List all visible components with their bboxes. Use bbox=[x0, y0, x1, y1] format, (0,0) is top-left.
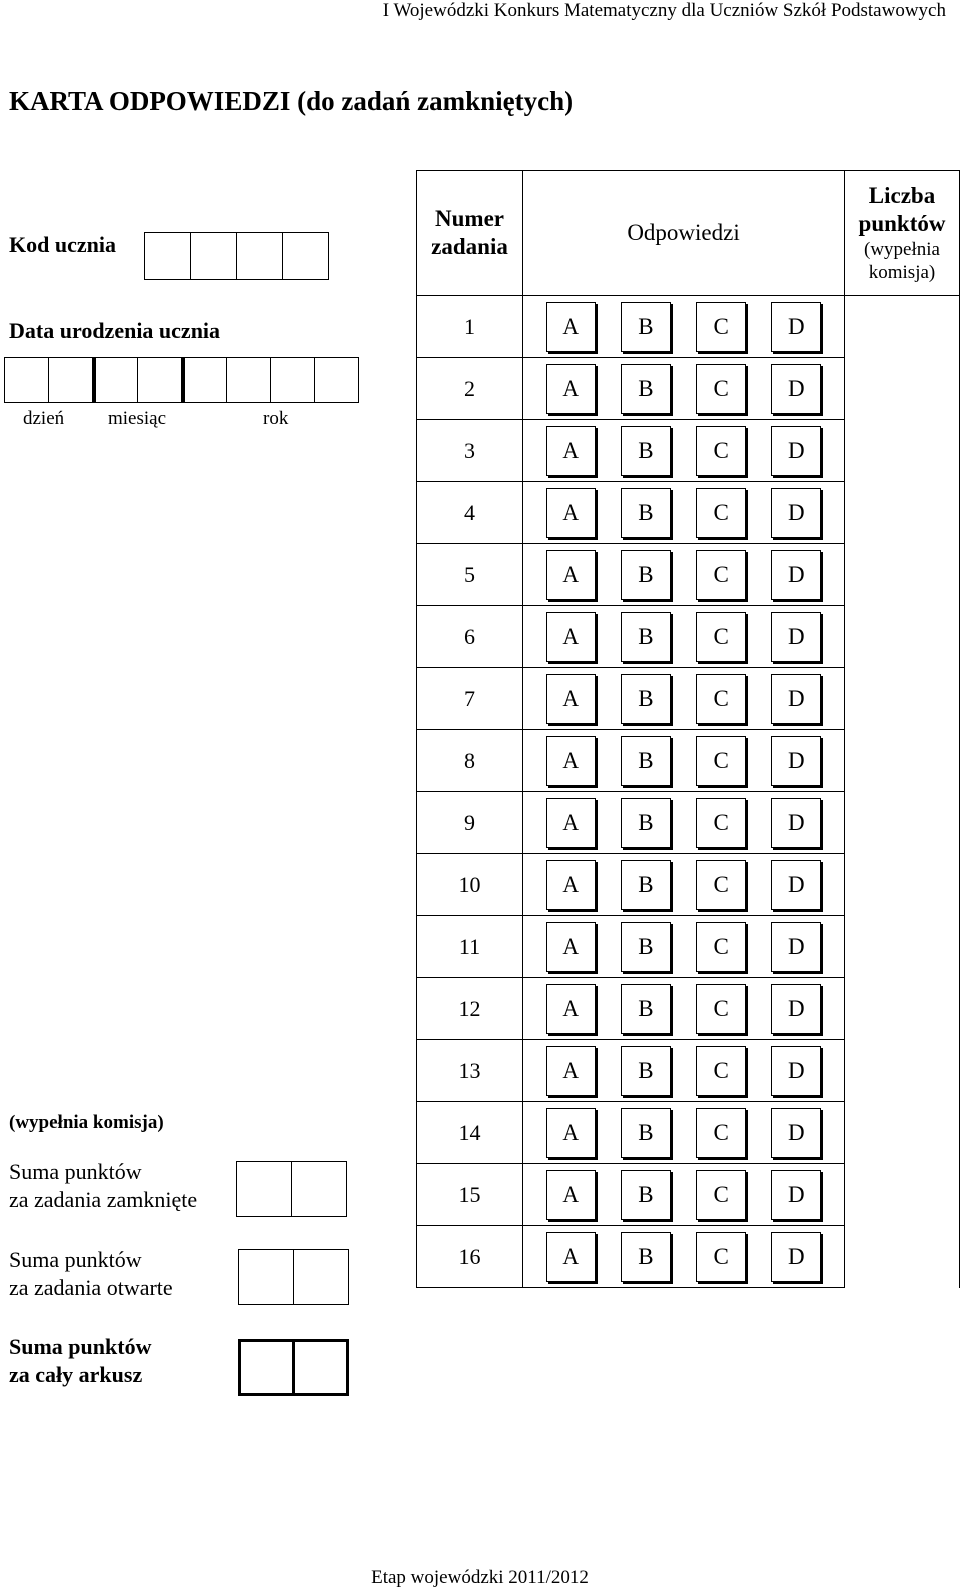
answer-options-cell bbox=[523, 1102, 845, 1164]
answer-option-box[interactable]: C bbox=[696, 488, 746, 538]
closed-sum-label bbox=[9, 1158, 197, 1214]
birth-box-3[interactable] bbox=[93, 357, 138, 403]
answer-options-cell bbox=[523, 482, 845, 544]
answer-option-box[interactable]: C bbox=[696, 922, 746, 972]
page-title: KARTA ODPOWIEDZI (do zadań zamkniętych) bbox=[9, 86, 574, 116]
code-box-3[interactable] bbox=[236, 232, 283, 280]
answer-option-box[interactable]: A bbox=[546, 984, 596, 1034]
answer-option-box[interactable]: B bbox=[621, 426, 671, 476]
committee-note: (wypełnia komisja) bbox=[9, 1112, 164, 1133]
answer-option-box[interactable]: D bbox=[771, 1232, 821, 1282]
closed-sum-label-line2: za zadania zamknięte bbox=[9, 1187, 198, 1212]
answer-options bbox=[523, 736, 844, 786]
answer-row bbox=[417, 296, 960, 358]
question-number: 15 bbox=[417, 1164, 523, 1226]
answer-options-cell bbox=[523, 606, 845, 668]
open-sum-label bbox=[9, 1246, 173, 1302]
answer-option-box[interactable]: A bbox=[546, 364, 596, 414]
answer-option-box[interactable]: B bbox=[621, 1232, 671, 1282]
answer-option-box[interactable]: D bbox=[771, 488, 821, 538]
answer-option-box[interactable]: C bbox=[696, 550, 746, 600]
birth-box-5[interactable] bbox=[182, 357, 227, 403]
code-box-4[interactable] bbox=[282, 232, 329, 280]
answer-option-box[interactable]: B bbox=[621, 860, 671, 910]
answer-options bbox=[523, 1232, 844, 1282]
open-sum-label-line1: Suma punktów bbox=[9, 1247, 142, 1272]
answer-options bbox=[523, 550, 844, 600]
answer-option-box[interactable]: B bbox=[621, 550, 671, 600]
column-answers-header: Odpowiedzi bbox=[523, 171, 845, 296]
student-code-label: Kod ucznia bbox=[9, 232, 116, 257]
day-label: dzień bbox=[23, 408, 65, 429]
month-label: miesiąc bbox=[108, 408, 167, 429]
closed-sum-label-line1: Suma punktów bbox=[9, 1159, 142, 1184]
answer-option-box[interactable]: D bbox=[771, 364, 821, 414]
total-sum-box-1[interactable] bbox=[238, 1339, 295, 1396]
birth-box-8[interactable] bbox=[314, 357, 359, 403]
answer-option-box[interactable]: D bbox=[771, 302, 821, 352]
answer-option-box[interactable]: B bbox=[621, 488, 671, 538]
answer-option-box[interactable]: C bbox=[696, 1046, 746, 1096]
total-sum-label-line1: Suma punktów bbox=[9, 1334, 152, 1359]
answer-option-box[interactable]: A bbox=[546, 1046, 596, 1096]
answer-option-box[interactable]: A bbox=[546, 922, 596, 972]
answer-option-box[interactable]: B bbox=[621, 1046, 671, 1096]
answer-options-cell bbox=[523, 358, 845, 420]
answer-options-cell bbox=[523, 668, 845, 730]
year-label: rok bbox=[263, 408, 289, 429]
column-number-header bbox=[417, 171, 523, 296]
answer-option-box[interactable]: B bbox=[621, 922, 671, 972]
answer-option-box[interactable]: C bbox=[696, 736, 746, 786]
answer-options bbox=[523, 364, 844, 414]
column-points-header bbox=[845, 171, 960, 296]
question-number: 6 bbox=[417, 606, 523, 668]
question-number: 14 bbox=[417, 1102, 523, 1164]
answer-option-box[interactable]: D bbox=[771, 1046, 821, 1096]
answer-option-box[interactable]: C bbox=[696, 860, 746, 910]
answer-option-box[interactable]: A bbox=[546, 860, 596, 910]
answer-options-cell bbox=[523, 1040, 845, 1102]
answer-option-box[interactable]: C bbox=[696, 364, 746, 414]
question-number: 10 bbox=[417, 854, 523, 916]
question-number: 16 bbox=[417, 1226, 523, 1288]
answer-option-box[interactable]: A bbox=[546, 550, 596, 600]
answer-table-header bbox=[417, 171, 960, 296]
answer-option-box[interactable]: B bbox=[621, 674, 671, 724]
question-number: 3 bbox=[417, 420, 523, 482]
answer-option-box[interactable]: D bbox=[771, 798, 821, 848]
answer-options-cell bbox=[523, 1164, 845, 1226]
answer-rows bbox=[417, 296, 960, 1288]
answer-option-box[interactable]: A bbox=[546, 736, 596, 786]
answer-option-box[interactable]: C bbox=[696, 798, 746, 848]
answer-option-box[interactable]: B bbox=[621, 1170, 671, 1220]
answer-options-cell bbox=[523, 916, 845, 978]
answer-option-box[interactable]: D bbox=[771, 550, 821, 600]
answer-option-box[interactable]: C bbox=[696, 674, 746, 724]
total-sum-label-line2: za cały arkusz bbox=[9, 1362, 143, 1387]
answer-options bbox=[523, 922, 844, 972]
answer-options-cell bbox=[523, 544, 845, 606]
answer-options-cell bbox=[523, 978, 845, 1040]
answer-option-box[interactable]: D bbox=[771, 922, 821, 972]
question-number: 4 bbox=[417, 482, 523, 544]
open-sum-box-2[interactable] bbox=[293, 1249, 349, 1305]
answer-option-box[interactable]: C bbox=[696, 1170, 746, 1220]
question-number: 5 bbox=[417, 544, 523, 606]
question-number: 9 bbox=[417, 792, 523, 854]
answer-option-box[interactable]: C bbox=[696, 612, 746, 662]
answer-option-box[interactable]: C bbox=[696, 426, 746, 476]
answer-option-box[interactable]: B bbox=[621, 302, 671, 352]
answer-option-box[interactable]: A bbox=[546, 674, 596, 724]
column-points-note: (wypełnia komisja) bbox=[864, 239, 940, 283]
answer-options bbox=[523, 984, 844, 1034]
answer-option-box[interactable]: A bbox=[546, 426, 596, 476]
closed-sum-box-1[interactable] bbox=[236, 1161, 292, 1217]
answer-options-cell bbox=[523, 854, 845, 916]
birth-box-1[interactable] bbox=[4, 357, 49, 403]
answer-option-box[interactable]: A bbox=[546, 1232, 596, 1282]
answer-options bbox=[523, 674, 844, 724]
answer-option-box[interactable]: A bbox=[546, 488, 596, 538]
open-sum-box-1[interactable] bbox=[238, 1249, 294, 1305]
answer-options-cell bbox=[523, 792, 845, 854]
question-number: 12 bbox=[417, 978, 523, 1040]
answer-table bbox=[416, 170, 960, 1288]
answer-option-box[interactable]: D bbox=[771, 736, 821, 786]
answer-options-cell bbox=[523, 296, 845, 358]
answer-option-box[interactable]: D bbox=[771, 426, 821, 476]
answer-options bbox=[523, 1170, 844, 1220]
answer-option-box[interactable]: D bbox=[771, 860, 821, 910]
answer-option-box[interactable]: A bbox=[546, 1170, 596, 1220]
answer-options bbox=[523, 860, 844, 910]
answer-options bbox=[523, 798, 844, 848]
answer-options-cell bbox=[523, 420, 845, 482]
birth-box-4[interactable] bbox=[137, 357, 182, 403]
code-box-2[interactable] bbox=[190, 232, 237, 280]
birth-box-6[interactable] bbox=[226, 357, 271, 403]
question-number: 1 bbox=[417, 296, 523, 358]
answer-options bbox=[523, 612, 844, 662]
competition-header: I Wojewódzki Konkurs Matematyczny dla Uczniów Szkół Podstawowych bbox=[382, 0, 946, 21]
answer-option-box[interactable]: D bbox=[771, 612, 821, 662]
answer-options-cell bbox=[523, 730, 845, 792]
answer-option-box[interactable]: B bbox=[621, 364, 671, 414]
answer-option-box[interactable]: B bbox=[621, 1108, 671, 1158]
code-box-1[interactable] bbox=[144, 232, 191, 280]
answer-options bbox=[523, 1108, 844, 1158]
answer-options bbox=[523, 426, 844, 476]
points-cell[interactable] bbox=[845, 296, 960, 1288]
answer-option-box[interactable]: C bbox=[696, 984, 746, 1034]
total-sum-label bbox=[9, 1333, 151, 1389]
open-sum-label-line2: za zadania otwarte bbox=[9, 1275, 173, 1300]
answer-option-box[interactable]: C bbox=[696, 302, 746, 352]
answer-option-box[interactable]: D bbox=[771, 674, 821, 724]
column-points-label: Liczba punktów bbox=[858, 183, 946, 236]
birth-date-label: Data urodzenia ucznia bbox=[9, 318, 221, 343]
total-sum-box-2[interactable] bbox=[292, 1339, 349, 1396]
closed-sum-box-2[interactable] bbox=[291, 1161, 347, 1217]
answer-option-box[interactable]: D bbox=[771, 1170, 821, 1220]
answer-option-box[interactable]: C bbox=[696, 1108, 746, 1158]
question-number: 2 bbox=[417, 358, 523, 420]
answer-option-box[interactable]: D bbox=[771, 984, 821, 1034]
question-number: 8 bbox=[417, 730, 523, 792]
question-number: 7 bbox=[417, 668, 523, 730]
answer-options-cell bbox=[523, 1226, 845, 1288]
question-number: 13 bbox=[417, 1040, 523, 1102]
answer-option-box[interactable]: B bbox=[621, 984, 671, 1034]
birth-box-7[interactable] bbox=[270, 357, 315, 403]
answer-option-box[interactable]: D bbox=[771, 1108, 821, 1158]
answer-options bbox=[523, 1046, 844, 1096]
question-number: 11 bbox=[417, 916, 523, 978]
answer-option-box[interactable]: B bbox=[621, 736, 671, 786]
answer-option-box[interactable]: A bbox=[546, 302, 596, 352]
column-number-label: Numer zadania bbox=[431, 206, 508, 259]
answer-option-box[interactable]: B bbox=[621, 798, 671, 848]
answer-option-box[interactable]: C bbox=[696, 1232, 746, 1282]
answer-options bbox=[523, 302, 844, 352]
birth-box-2[interactable] bbox=[48, 357, 93, 403]
answer-option-box[interactable]: A bbox=[546, 612, 596, 662]
answer-option-box[interactable]: B bbox=[621, 612, 671, 662]
footer-stage: Etap wojewódzki 2011/2012 bbox=[371, 1567, 589, 1588]
answer-option-box[interactable]: A bbox=[546, 1108, 596, 1158]
answer-option-box[interactable]: A bbox=[546, 798, 596, 848]
answer-options bbox=[523, 488, 844, 538]
